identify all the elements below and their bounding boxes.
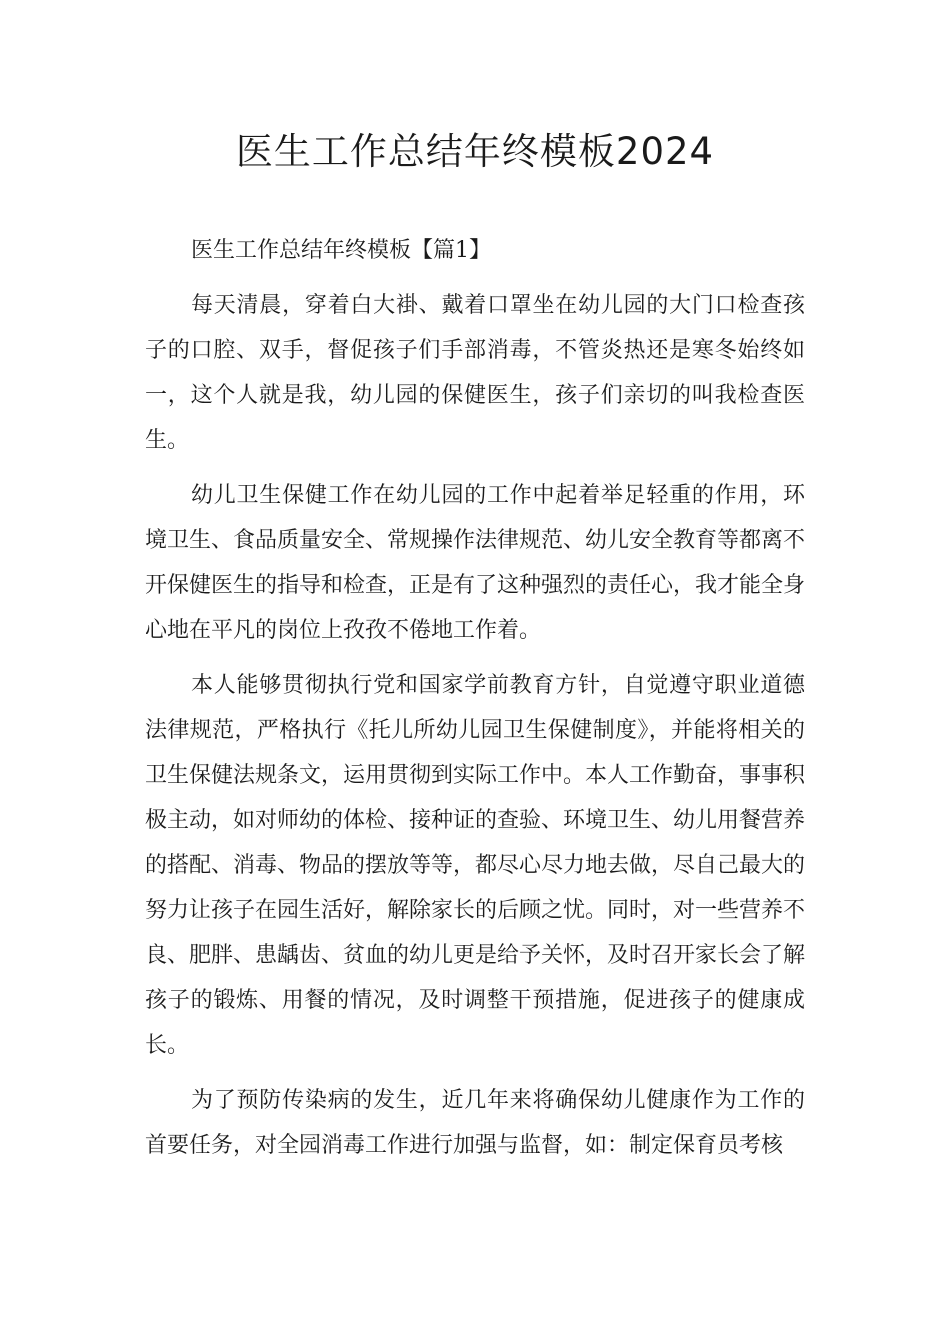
document-body	[145, 228, 805, 1168]
paragraph: 本人能够贯彻执行党和国家学前教育方针，自觉遵守职业道德法律规范，严格执行《托儿所幼儿园卫生保健制度》，并能将相关的卫生保健法规条文，运用贯彻到实际工作中。本人工作勤奋，事事积极主动，如对师幼的体检、接种证的查验、环境卫生、幼儿用餐营养的搭配、消毒、物品的摆放等等，都尽心尽力地去做，尽自己最大的努力让孩子在园生活好，解除家长的后顾之忧。同时，对一些营养不良、肥胖、患龋齿、贫血的幼儿更是给予关怀，及时召开家长会了解孩子的锻炼、用餐的情况，及时调整干预措施，促进孩子的健康成长。	[145, 673, 806, 1058]
document-title: 医生工作总结年终模板2024	[235, 130, 715, 173]
paragraph: 幼儿卫生保健工作在幼儿园的工作中起着举足轻重的作用，环境卫生、食品质量安全、常规操作法律规范、幼儿安全教育等都离不开保健医生的指导和检查，正是有了这种强烈的责任心，我才能全身心地在平凡的岗位上孜孜不倦地工作着。	[145, 483, 806, 643]
section-subtitle: 医生工作总结年终模板【篇1】	[191, 238, 491, 263]
paragraph: 每天清晨，穿着白大褂、戴着口罩坐在幼儿园的大门口检查孩子的口腔、双手，督促孩子们手部消毒，不管炎热还是寒冬始终如一，这个人就是我，幼儿园的保健医生，孩子们亲切的叫我检查医生。	[145, 293, 805, 453]
paragraph: 为了预防传染病的发生，近几年来将确保幼儿健康作为工作的首要任务，对全园消毒工作进行加强与监督，如：制定保育员考核	[145, 1088, 805, 1158]
